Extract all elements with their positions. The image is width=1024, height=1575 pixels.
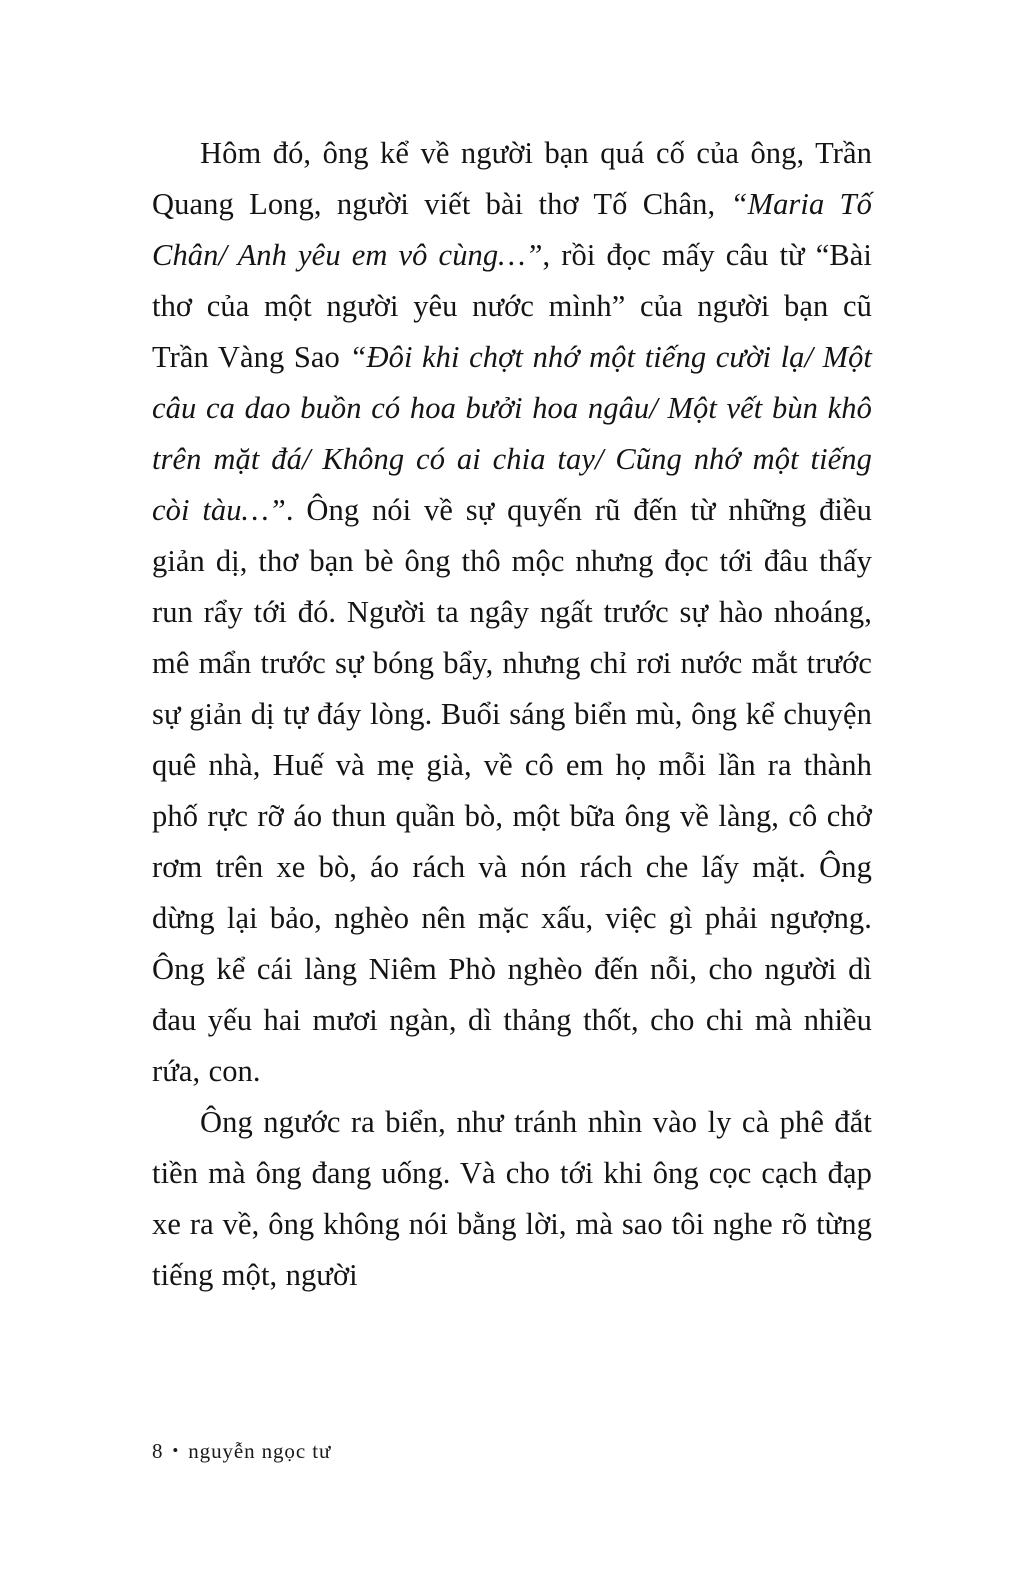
- text-run-1: Ông ngước ra biển, như tránh nhìn vào ly cà phê đắt tiền mà ông đang uống. Và cho tới khi ông cọc cạch đạp xe ra về, ông không nói bằng lời, mà sao tôi nghe rõ từng tiếng một, người: [152, 1105, 872, 1292]
- text-run-5: . Ông nói về sự quyến rũ đến từ những điều giản dị, thơ bạn bè ông thô mộc nhưng đọc tới đâu thấy run rẩy tới đó. Người ta ngây ngất trước sự hào nhoáng, mê mẩn trước sự bóng bẩy, nhưng chỉ rơi nước mắt trước sự giản dị tự đáy lòng. Buổi sáng biển mù, ông kể chuyện quê nhà, Huế và mẹ già, về cô em họ mỗi lần ra thành phố rực rỡ áo thun quần bò, một bữa ông về làng, cô chở rơm trên xe bò, áo rách và nón rách che lấy mặt. Ông dừng lại bảo, nghèo nên mặc xấu, việc gì phải ngượng. Ông kể cái làng Niêm Phò nghèo đến nỗi, cho người dì đau yếu hai mươi ngàn, dì thảng thốt, cho chi mà nhiều rứa, con.: [152, 493, 872, 1088]
- text-run-1: Hôm đó, ông kể về người bạn quá cố của ông, Trần Quang Long, người viết bài thơ Tố Chân,: [152, 136, 872, 221]
- page-footer: [152, 1437, 872, 1467]
- paragraph-1: [152, 128, 872, 1097]
- text-run-3: , rồi đọc mấy câu từ “Bài thơ của một người yêu nước mình” của người bạn cũ Trần Vàng Sao: [152, 238, 872, 374]
- text-run-2: “Maria Tố Chân/ Anh yêu em vô cùng…”: [152, 187, 872, 272]
- text-run-4: “Đôi khi chợt nhớ một tiếng cười lạ/ Một câu ca dao buồn có hoa bưởi hoa ngâu/ Một vết bùn khô trên mặt đá/ Không có ai chia tay/ Cũng nhớ một tiếng còi tàu…”: [152, 340, 873, 527]
- body-text: [152, 128, 872, 1301]
- footer-separator: •: [172, 1441, 180, 1460]
- page-number: 8: [152, 1439, 164, 1463]
- footer-author: nguyễn ngọc tư: [188, 1439, 332, 1463]
- paragraph-2: [152, 1097, 872, 1301]
